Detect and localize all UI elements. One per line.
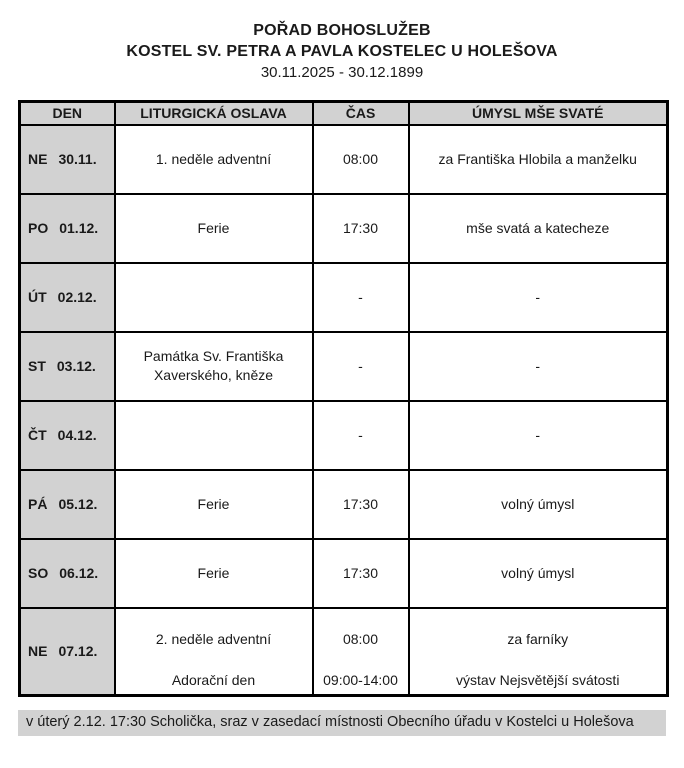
day-cell <box>20 401 115 470</box>
column-header-den: DEN <box>20 102 115 125</box>
celebration-cell: Ferie <box>115 470 313 539</box>
intention-cell: mše svatá a katecheze <box>409 194 668 263</box>
celebration-cell <box>115 263 313 332</box>
celebration-cell: Ferie <box>115 194 313 263</box>
title-block <box>0 0 684 83</box>
date-range: 30.11.2025 - 30.12.1899 <box>260 64 424 81</box>
time-cell: 08:00 <box>313 125 409 194</box>
day-abbrev: SO <box>28 565 49 581</box>
table-row <box>20 608 668 696</box>
intention-line-2: výstav Nejsvětější svátosti <box>456 672 620 689</box>
table-row <box>20 194 668 263</box>
column-header-liturgicka-oslava: LITURGICKÁ OSLAVA <box>115 102 313 125</box>
day-cell <box>20 263 115 332</box>
day-date: 05.12. <box>58 496 98 512</box>
time-cell: - <box>313 401 409 470</box>
time-cell: 17:30 <box>313 194 409 263</box>
day-cell <box>20 470 115 539</box>
day-abbrev: PÁ <box>28 496 48 512</box>
intention-cell: - <box>409 332 668 401</box>
day-cell <box>20 194 115 263</box>
schedule-table <box>18 100 669 697</box>
day-cell <box>20 332 115 401</box>
celebration-cell <box>115 608 313 696</box>
day-abbrev: ČT <box>28 427 47 443</box>
intention-cell: volný úmysl <box>409 470 668 539</box>
day-date: 06.12. <box>59 565 99 581</box>
celebration-cell: 1. neděle adventní <box>115 125 313 194</box>
celebration-cell: Památka Sv. Františka Xaverského, kněze <box>115 332 313 401</box>
day-date: 02.12. <box>57 289 97 305</box>
page-title: POŘAD BOHOSLUŽEB <box>253 22 431 39</box>
time-cell: 17:30 <box>313 470 409 539</box>
day-date: 03.12. <box>56 358 96 374</box>
time-line-1: 08:00 <box>342 631 379 648</box>
day-abbrev: NE <box>28 643 48 660</box>
footer-note: v úterý 2.12. 17:30 Scholička, sraz v zasedací místnosti Obecního úřadu v Kostelci u Holešova <box>18 710 666 736</box>
church-title: KOSTEL SV. PETRA A PAVLA KOSTELEC U HOLEŠOVA <box>126 43 558 60</box>
time-line-2: 09:00-14:00 <box>323 672 398 689</box>
celebration-line-1: 2. neděle adventní <box>155 631 272 648</box>
day-cell <box>20 125 115 194</box>
day-abbrev: ÚT <box>28 289 47 305</box>
header-row <box>20 102 668 125</box>
intention-cell: za Františka Hlobila a manželku <box>409 125 668 194</box>
intention-cell: volný úmysl <box>409 539 668 608</box>
table-row <box>20 539 668 608</box>
time-cell: - <box>313 263 409 332</box>
day-abbrev: NE <box>28 151 48 167</box>
celebration-line-2: Adorační den <box>171 672 256 689</box>
day-cell <box>20 539 115 608</box>
celebration-cell: Ferie <box>115 539 313 608</box>
table-row <box>20 125 668 194</box>
table-row <box>20 332 668 401</box>
table-row <box>20 401 668 470</box>
column-header-cas: ČAS <box>313 102 409 125</box>
time-cell: 17:30 <box>313 539 409 608</box>
table-row <box>20 470 668 539</box>
time-cell <box>313 608 409 696</box>
day-date: 01.12. <box>59 220 99 236</box>
day-abbrev: ST <box>28 358 46 374</box>
table-row <box>20 263 668 332</box>
day-date: 04.12. <box>57 427 97 443</box>
time-cell: - <box>313 332 409 401</box>
day-abbrev: PO <box>28 220 49 236</box>
column-header-umysl: ÚMYSL MŠE SVATÉ <box>409 102 668 125</box>
day-date: 07.12. <box>58 643 98 660</box>
day-date: 30.11. <box>58 151 97 167</box>
celebration-cell <box>115 401 313 470</box>
intention-cell: - <box>409 401 668 470</box>
intention-line-1: za farníky <box>507 631 569 648</box>
day-cell <box>20 608 115 696</box>
intention-cell <box>409 608 668 696</box>
intention-cell: - <box>409 263 668 332</box>
